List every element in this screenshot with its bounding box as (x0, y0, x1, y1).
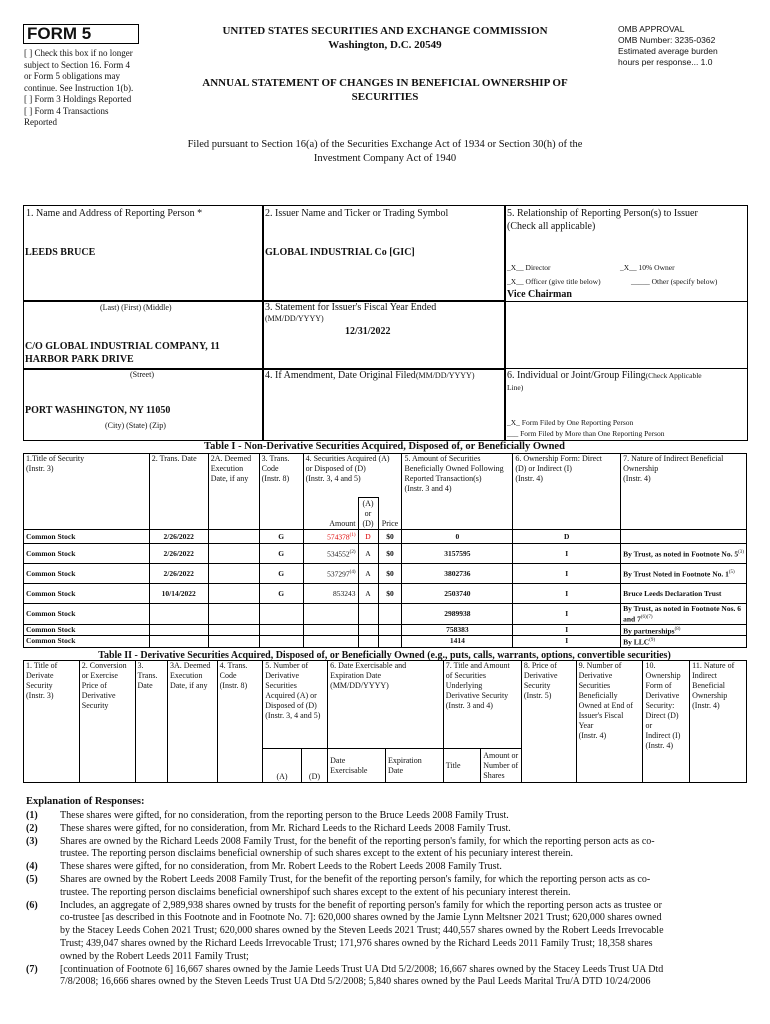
t1-head-deemed (208, 454, 259, 530)
header-line: Derivative Security (445, 691, 509, 700)
header-line: Reported Transaction(s) (404, 474, 482, 483)
header-line: Year (578, 721, 594, 730)
amount (303, 624, 358, 636)
footnote-text (60, 836, 756, 862)
t1-head-owned (402, 454, 513, 530)
header-line: Derivative (265, 671, 300, 680)
footnote-line: Shares are owned by the Robert Leeds 2008 Family Trust, for the benefit of the reporting person's family, for which the reporting person acts as co- (60, 873, 651, 885)
deemed-date (208, 564, 259, 584)
header-line: 3A. Deemed (169, 661, 211, 670)
acquired-disposed: A (358, 584, 378, 604)
header-line: (Instr. 4) (645, 741, 674, 750)
footnote-line: trustee. The reporting person disclaims beneficial ownershipof such shares except to the extent of his pecuniary interest therein. (60, 886, 571, 898)
header-line: Indirect (692, 671, 717, 680)
footnote-ref: (5) (728, 570, 735, 576)
t2-head-number (263, 661, 328, 749)
header-line: (Instr. 5) (523, 691, 552, 700)
trans-code (259, 604, 303, 625)
omb-line: OMB APPROVAL (618, 24, 685, 34)
footnote-line: [continuation of Footnote 6] 16,667 shares owned by the Jamie Leeds Trust UA Dtd 5/2/2008; 16,667 shares owned by the Stacey Leeds Trust UA Dtd (60, 963, 664, 975)
header-line: (Instr. 3) (26, 691, 54, 700)
amount: 534552$^{(2)}$ (303, 544, 358, 564)
nature-of-ownership: By LLC$^{(9)}$ (621, 636, 747, 648)
header-line: (Instr. 3, 4 and 5) (305, 474, 361, 483)
t1-head-price: Price (378, 498, 402, 530)
t2-head-code (217, 661, 263, 783)
table2 (23, 660, 747, 783)
price: $0 (378, 584, 402, 604)
ownership-form: I (513, 564, 621, 584)
header-line: Ownership (623, 464, 659, 473)
header-line: Shares (483, 770, 505, 780)
owned-following: 2503740 (402, 584, 513, 604)
t2-head-title (24, 661, 80, 783)
table-row (24, 604, 747, 625)
checkbox-note-line: or Form 5 obligations may (24, 71, 120, 81)
header-line: 1.Title of Security (26, 454, 85, 463)
agency-title: UNITED STATES SECURITIES AND EXCHANGE COMMISSION (222, 25, 548, 37)
footnote-ref: (3) (738, 550, 744, 556)
t2-head-conversion (79, 661, 135, 783)
ownership-form: I (513, 544, 621, 564)
box6-hint: (Check Applicable (645, 371, 702, 380)
security-title: Common Stock (24, 604, 150, 625)
trans-code: G (259, 530, 303, 544)
acquired-disposed (358, 636, 378, 648)
ownership-form: D (513, 530, 621, 544)
header-line: Beneficially Owned Following (404, 464, 504, 473)
header-line: 6. Ownership Form: Direct (515, 454, 602, 463)
footnote-line: These shares were gifted, for no consideration, from Mr. Richard Leeds to the Richard Leeds 2008 Family Trust. (60, 822, 511, 834)
owned-following: 758383 (402, 624, 513, 636)
box4-label (265, 370, 474, 381)
footnote-text (60, 900, 756, 964)
header-line: Code (261, 464, 279, 473)
deemed-date (208, 584, 259, 604)
header-line: Date (387, 765, 404, 775)
t2-head-exercisable (328, 661, 444, 749)
acquired-disposed: A (358, 564, 378, 584)
table2-title: Table II - Derivative Securities Acquired, Disposed of, or Beneficially Owned (e.g., puts, calls, warrants, options, convertible securities) (98, 650, 671, 661)
footnote (26, 836, 756, 862)
omb-line: hours per response... 1.0 (618, 57, 713, 67)
footnote-text (60, 861, 756, 874)
t2-head-date (135, 661, 167, 783)
trans-code: G (259, 544, 303, 564)
trans-date: 2/26/2022 (149, 544, 208, 564)
ownership-form: I (513, 584, 621, 604)
header-line: (Instr. 4) (578, 731, 607, 740)
footnote-ref: (4) (349, 569, 356, 575)
price: $0 (378, 530, 402, 544)
header-line: Issuer's Fiscal (578, 711, 624, 720)
footnote-text (60, 874, 756, 900)
checkbox-note-line: [ ] Check this box if no longer (24, 48, 133, 58)
form-title: FORM 5 (23, 24, 139, 44)
security-title: Common Stock (24, 544, 150, 564)
footnote-number: (1) (26, 810, 38, 821)
t1-head-code (259, 454, 303, 530)
footnote-ref: (9) (649, 638, 656, 643)
footnote-line: Shares are owned by the Richard Leeds 2008 Family Trust, for the benefit of the reporting person's family, for which the reporting person acts as co- (60, 835, 655, 847)
header-line: Beneficially (578, 691, 618, 700)
amount: 537297$^{(4)}$ (303, 564, 358, 584)
table-row (24, 584, 747, 604)
box6-label (507, 370, 702, 381)
header-line: Date, if any (169, 681, 208, 690)
header-line: Acquired (A) or (265, 691, 317, 700)
header-line: (D) or Indirect (I) (515, 464, 572, 473)
address-line-2: HARBOR PARK DRIVE (25, 354, 134, 365)
footnote (26, 900, 756, 964)
box5-label: 5. Relationship of Reporting Person(s) to Issuer (507, 208, 698, 219)
trans-date (149, 624, 208, 636)
officer-title: Vice Chairman (507, 289, 572, 300)
security-title: Common Stock (24, 624, 150, 636)
footnote-ref: (6)(7) (640, 615, 653, 620)
explanation-heading: Explanation of Responses: (26, 796, 145, 807)
header-line: 11. Nature of (692, 661, 735, 670)
box3-label: 3. Statement for Issuer's Fiscal Year Ended (265, 302, 437, 313)
header-line: 7. Title and Amount (445, 661, 510, 670)
header-line: Securities (578, 681, 611, 690)
amount: 574378$^{(1)}$ (303, 530, 358, 544)
header-line: Derivative (645, 691, 680, 700)
checkbox-note-line: continue. See Instruction 1(b). (24, 82, 134, 93)
owned-following: 3157595 (402, 544, 513, 564)
checkbox-note-line: [ ] Form 4 Transactions (24, 105, 109, 116)
header-line: (MM/DD/YYYY) (330, 681, 389, 690)
header-line: (Instr. 4) (515, 474, 543, 483)
owned-following: 1414 (402, 636, 513, 648)
footnote-number: (3) (26, 835, 38, 847)
box1-label: 1. Name and Address of Reporting Person * (26, 208, 203, 219)
header-line: Disposed of (D) (265, 701, 317, 710)
price (378, 604, 402, 625)
footnote (26, 964, 756, 990)
trans-date: 2/26/2022 (149, 564, 208, 584)
agency-city: Washington, D.C. 20549 (328, 39, 442, 51)
trans-date (149, 604, 208, 625)
header-line: Amount or (483, 750, 519, 760)
city-state-zip: PORT WASHINGTON, NY 11050 (25, 405, 171, 416)
header-line: 5. Amount of Securities (404, 454, 481, 463)
header-line: (A) (362, 499, 374, 508)
header-line: 1. Title of (26, 661, 58, 670)
box4-label-text: 4. If Amendment, Date Original Filed (265, 370, 416, 381)
box-relationship (504, 205, 748, 302)
footnote-text (60, 964, 756, 990)
header-line: (Instr. 8) (261, 474, 290, 483)
header-line: 7. Nature of Indirect Beneficial (623, 454, 724, 463)
one-person-check[interactable]: _X_ Form Filed by One Reporting Person (507, 418, 634, 427)
t1-head-amount: Amount (303, 498, 358, 530)
omb-approval (618, 24, 763, 68)
box3-hint: (MM/DD/YYYY) (265, 314, 324, 323)
ownership-form: I (513, 636, 621, 648)
header-line: Indirect (I) (645, 731, 681, 740)
header-line: Direct (D) or (645, 711, 679, 730)
owned-following: 0 (402, 530, 513, 544)
footnote-ref: (2) (349, 549, 356, 555)
footnote-ref: (1) (349, 532, 356, 538)
issuer-name: GLOBAL INDUSTRIAL Co [GIC] (265, 247, 415, 258)
header-line: (D) (362, 519, 374, 528)
footnote-line: by the Stacey Leeds Cohen 2021 Trust; 620,000 shares owned by the Steven Leeds 2021 Trust; 440,557 shares owned by the Robert Leeds Irrevocable (60, 925, 664, 937)
acquired-disposed: A (358, 544, 378, 564)
header-line: Derivate (26, 671, 54, 680)
box4-hint: (MM/DD/YYYY) (415, 371, 475, 380)
trans-date: 2/26/2022 (149, 530, 208, 544)
header-line: Security (523, 681, 551, 690)
footnote (26, 823, 756, 836)
header-line: or (364, 509, 372, 518)
header-line: Execution (169, 671, 203, 680)
header-line: Derivative (81, 691, 116, 700)
box2-label: 2. Issuer Name and Ticker or Trading Symbol (265, 208, 449, 219)
header-line: Expiration (387, 755, 422, 765)
nature-of-ownership: By Trust, as noted in Footnote Nos. 6 and $7^{(6)(7)}$ (621, 604, 747, 625)
checkbox-note-line: Reported (24, 117, 57, 127)
header-line: (Instr. 4) (623, 474, 651, 483)
header-line: Underlying (445, 681, 483, 690)
t2-head-price (521, 661, 576, 783)
city-hint: (City) (State) (Zip) (105, 421, 166, 430)
table-row (24, 624, 747, 636)
footnote-line: trustee. The reporting person disclaims beneficial ownership of such shares except to the extent of his pecuniary interest therein. (60, 848, 573, 860)
box-relationship-ext (504, 300, 748, 369)
footnotes (26, 810, 756, 989)
t1-head-title (24, 454, 150, 530)
security-title: Common Stock (24, 530, 150, 544)
header-line: 4. Securities Acquired (A) (305, 454, 390, 463)
header-line: Price of (81, 681, 107, 690)
footnote (26, 874, 756, 900)
checkbox-note-line: [ ] Form 3 Holdings Reported (24, 94, 132, 104)
footnote-number: (5) (26, 873, 38, 885)
statement-title-2: SECURITIES (351, 91, 419, 103)
t1-head-form (513, 454, 621, 530)
footnote-line: co-trustee [as described in this Footnote and in Footnote No. 7]: 620,000 shares owned by the Jamie Lynn Meltsner 2021 Trust; 620,000 shares owned (60, 912, 662, 924)
header-line: 10. Ownership (645, 661, 681, 680)
nature-of-ownership: By Trust Noted in Footnote No. 1$^{(5)}$ (621, 564, 747, 584)
header-line: or Exercise (81, 671, 118, 680)
checkbox-note-line: subject to Section 16. Form 4 (24, 59, 130, 70)
nature-of-ownership: Bruce Leeds Declaration Trust (621, 584, 747, 604)
t1-head-nature (621, 454, 747, 530)
header-line: Owned at End of (578, 701, 633, 710)
t1-head-acquired (303, 454, 402, 498)
header-line: Derivative (523, 671, 558, 680)
footnote-text (60, 823, 756, 836)
deemed-date (208, 544, 259, 564)
header-line: Expiration Date (330, 671, 382, 680)
header-line: 5. Number of (265, 661, 309, 670)
t2-sub-amount (481, 749, 522, 783)
deemed-date (208, 530, 259, 544)
header-line: Security: (645, 701, 675, 710)
trans-date (149, 636, 208, 648)
t1-head-aord (358, 498, 378, 530)
fiscal-year-value: 12/31/2022 (345, 326, 391, 337)
t2-head-owned (576, 661, 643, 783)
table1-title: Table I - Non-Derivative Securities Acquired, Disposed of, or Beneficially Owned (204, 441, 565, 452)
acquired-disposed (358, 624, 378, 636)
header-line: or Disposed of (D) (305, 464, 366, 473)
header-line: Ownership (692, 691, 728, 700)
amount: 853243 (303, 584, 358, 604)
amount (303, 636, 358, 648)
t2-sub-expiration (385, 749, 443, 783)
ownership-form: I (513, 624, 621, 636)
omb-line: OMB Number: 3235-0362 (618, 35, 716, 45)
price: $0 (378, 544, 402, 564)
name-hint: (Last) (First) (Middle) (100, 303, 172, 312)
t2-head-form (643, 661, 690, 783)
footnote-line: These shares were gifted, for no consideration, from Mr. Robert Leeds to the Robert Leeds 2008 Family Trust. (60, 861, 502, 873)
t2-head-deemed (167, 661, 217, 783)
director-check[interactable]: _X__ Director (507, 263, 551, 272)
owned-following: 3802736 (402, 564, 513, 584)
other-check[interactable]: _____ Other (specify below) (631, 277, 718, 286)
footnote-line: owned by the Robert Leeds 2011 Family Trust; (60, 950, 249, 962)
header-line: (Instr. 3) (26, 464, 54, 473)
price (378, 624, 402, 636)
box6-label-text: 6. Individual or Joint/Group Filing (507, 370, 646, 381)
header-line: (Instr. 3, 4 and 5) (265, 711, 321, 720)
header-line: Beneficial (692, 681, 725, 690)
header-line: (Instr. 8) (219, 681, 248, 690)
trans-code (259, 624, 303, 636)
header-line: Number of (483, 760, 519, 770)
trans-code: G (259, 564, 303, 584)
statement-title: ANNUAL STATEMENT OF CHANGES IN BENEFICIAL OWNERSHIP OF (202, 77, 568, 89)
header-line: 2. Trans. Date (151, 454, 197, 463)
form-checkbox-notes (24, 48, 154, 129)
header-line: of Securities (445, 671, 486, 680)
footnote-text (60, 810, 756, 823)
owned-following: 2989938 (402, 604, 513, 625)
header-line: Exercisable (330, 765, 368, 775)
header-line: 3. Trans. (137, 661, 158, 680)
header-line: 3. Trans. (261, 454, 290, 463)
header-line: 2A. Deemed (210, 454, 252, 463)
t2-sub-title: Title (443, 749, 481, 783)
price: $0 (378, 564, 402, 584)
ownership-form: I (513, 604, 621, 625)
deemed-date (208, 604, 259, 625)
t1-head-date (149, 454, 208, 530)
header-line: (Instr. 4) (692, 701, 720, 710)
footnote-ref: (8) (674, 626, 681, 632)
nature-of-ownership: By Trust, as noted in Footnote No. 5$^{(3)}$ (621, 544, 747, 564)
table-row (24, 564, 747, 584)
t2-head-underlying (443, 661, 521, 749)
header-line: Security (81, 701, 109, 710)
filed-pursuant: Filed pursuant to Section 16(a) of the Securities Exchange Act of 1934 or Section 30(h) of the (187, 139, 583, 150)
header-line: Code (219, 671, 237, 680)
filed-pursuant-2: Investment Company Act of 1940 (313, 153, 457, 164)
table-row (24, 636, 747, 648)
footnote-line: These shares were gifted, for no consideration, from the reporting person to the Bruce Leeds 2008 Family Trust. (60, 810, 509, 821)
footnote-number: (4) (26, 861, 38, 873)
footnote (26, 861, 756, 874)
footnote-number: (2) (26, 822, 38, 834)
footnote-line: 7/8/2008; 16,666 shares owned by the Steven Leeds Trust UA Dtd 5/2/2008; 5,840 shares owned by the Paul Leeds Marital Tru/A DTD 10/24/2006 (60, 976, 651, 988)
header-line: Security (26, 681, 53, 690)
header-line: (Instr. 3 and 4) (445, 701, 493, 710)
header-line: 2. Conversion (81, 661, 127, 670)
acquired-disposed: D (358, 530, 378, 544)
street-hint: (Street) (130, 370, 154, 379)
nature-of-ownership (621, 530, 747, 544)
address-line-1: C/O GLOBAL INDUSTRIAL COMPANY, 11 (25, 341, 220, 352)
reporting-name: LEEDS BRUCE (25, 247, 96, 258)
t2-sub-a: (A) (263, 749, 302, 783)
price (378, 636, 402, 648)
header-line: Date (137, 681, 153, 690)
header-line: Form of (645, 681, 672, 690)
box5-label-2: (Check all applicable) (507, 221, 596, 232)
deemed-date (208, 624, 259, 636)
deemed-date (208, 636, 259, 648)
footnote (26, 810, 756, 823)
table-row (24, 544, 747, 564)
acquired-disposed (358, 604, 378, 625)
header-line: Execution (210, 464, 244, 473)
footnote-line: Includes, an aggregate of 2,989,938 shares owned by trusts for the benefit of reporting person's family for which the reporting person acts as trustee or (60, 899, 662, 911)
amount (303, 604, 358, 625)
security-title: Common Stock (24, 584, 150, 604)
multi-person-check[interactable]: ___ Form Filed by More than One Reporting Person (507, 429, 665, 438)
header-line: 9. Number of (578, 661, 622, 670)
footnote-line: Trust; 439,047 shares owned by the Richard Leeds Irrevocable Trust; 171,976 shares owned by the Richard Leeds 2011 Family Trust; 18,358 shares (60, 937, 653, 949)
box6-hint-2: Line) (507, 383, 524, 392)
header-line: 6. Date Exercisable and (330, 661, 407, 670)
header-line: 8. Price of (523, 661, 557, 670)
table-row (24, 530, 747, 544)
officer-check[interactable]: _X__ Officer (give title below) (507, 277, 601, 286)
header-line: (Instr. 3 and 4) (404, 484, 452, 493)
table1 (23, 453, 747, 648)
omb-line: Estimated average burden (618, 46, 718, 56)
trans-date: 10/14/2022 (149, 584, 208, 604)
nature-of-ownership: By partnerships$^{(8)}$ (621, 624, 747, 636)
t2-head-nature (690, 661, 747, 783)
trans-code: G (259, 584, 303, 604)
footnote-number: (7) (26, 963, 38, 975)
security-title: Common Stock (24, 564, 150, 584)
security-title: Common Stock (24, 636, 150, 648)
header-line: Securities (265, 681, 297, 690)
footnote-number: (6) (26, 899, 38, 911)
ten-pct-owner-check[interactable]: _X__ 10% Owner (620, 263, 675, 272)
trans-code (259, 636, 303, 648)
header-line: Date (330, 755, 346, 765)
header-line: Derivative (578, 671, 613, 680)
header-line: 4. Trans. (219, 661, 248, 670)
t2-sub-d: (D) (301, 749, 327, 783)
header-line: Date, if any (210, 474, 249, 483)
t2-sub-exercisable (328, 749, 386, 783)
